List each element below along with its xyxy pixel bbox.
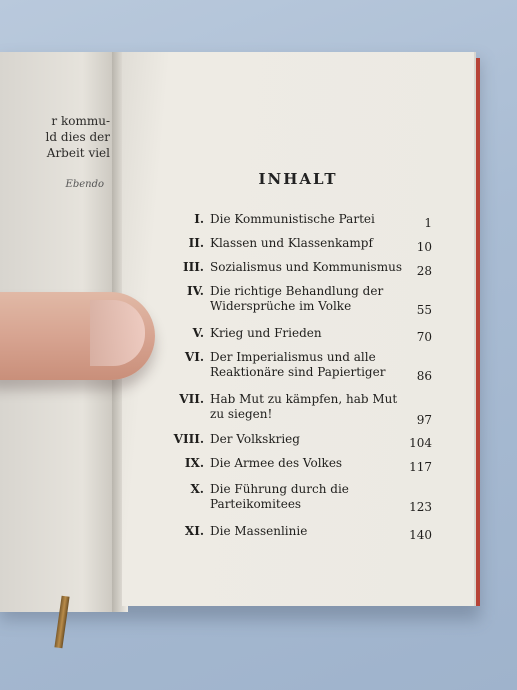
- toc-entry-title: Der Imperialismus und alle Reaktionäre sind Papiertiger: [210, 350, 386, 379]
- left-page-line: r kommu-: [51, 114, 110, 128]
- toc-entry-title: Sozialismus und Kommunismus: [210, 260, 402, 274]
- toc-entry-title: Die Kommunistische Partei: [210, 212, 375, 226]
- toc-entry-title: Die Massenlinie: [210, 524, 308, 538]
- toc-entry-title: Die Führung durch die Parteikomitees: [210, 482, 349, 511]
- toc-number: X.: [190, 482, 204, 496]
- right-page: [122, 52, 474, 606]
- toc-page-number: 1: [424, 216, 432, 230]
- toc-page-number: 10: [416, 240, 432, 254]
- toc-page-number: 123: [409, 500, 432, 514]
- toc-number: IV.: [186, 284, 204, 298]
- toc-number: VIII.: [173, 432, 204, 446]
- left-page-line: Arbeit viel: [46, 146, 110, 160]
- toc-number: XI.: [184, 524, 204, 538]
- toc-page-number: 55: [416, 303, 432, 317]
- toc-number: VI.: [184, 350, 204, 364]
- toc-entry-title: Die Armee des Volkes: [210, 456, 343, 470]
- left-page-line: ld dies der: [45, 130, 110, 144]
- toc-number: VII.: [179, 392, 204, 406]
- toc-entry-title: Klassen und Klassenkampf: [210, 236, 373, 250]
- toc-entry-title: Die richtige Behandlung der Widersprüche im Volke: [210, 284, 384, 313]
- toc-entry-title: Der Volkskrieg: [210, 432, 300, 446]
- toc-number: III.: [182, 260, 204, 274]
- toc-entry-title: Hab Mut zu kämpfen, hab Mut zu siegen!: [210, 392, 398, 421]
- toc-page-number: 28: [416, 264, 432, 278]
- toc-page-number: 97: [416, 413, 432, 427]
- toc-number: II.: [188, 236, 204, 250]
- toc-page-number: 140: [409, 528, 432, 542]
- left-page-signature: Ebendo: [65, 179, 104, 190]
- toc-number: V.: [192, 326, 204, 340]
- toc-page-number: 70: [416, 330, 432, 344]
- toc-title: INHALT: [258, 170, 338, 188]
- toc-number: I.: [194, 212, 204, 226]
- toc-entry-title: Krieg und Frieden: [210, 326, 322, 340]
- toc-page-number: 104: [409, 436, 432, 450]
- toc-number: IX.: [184, 456, 204, 470]
- toc-page-number: 117: [409, 460, 432, 474]
- book-cover-edge: [474, 58, 480, 606]
- toc-page-number: 86: [416, 369, 432, 383]
